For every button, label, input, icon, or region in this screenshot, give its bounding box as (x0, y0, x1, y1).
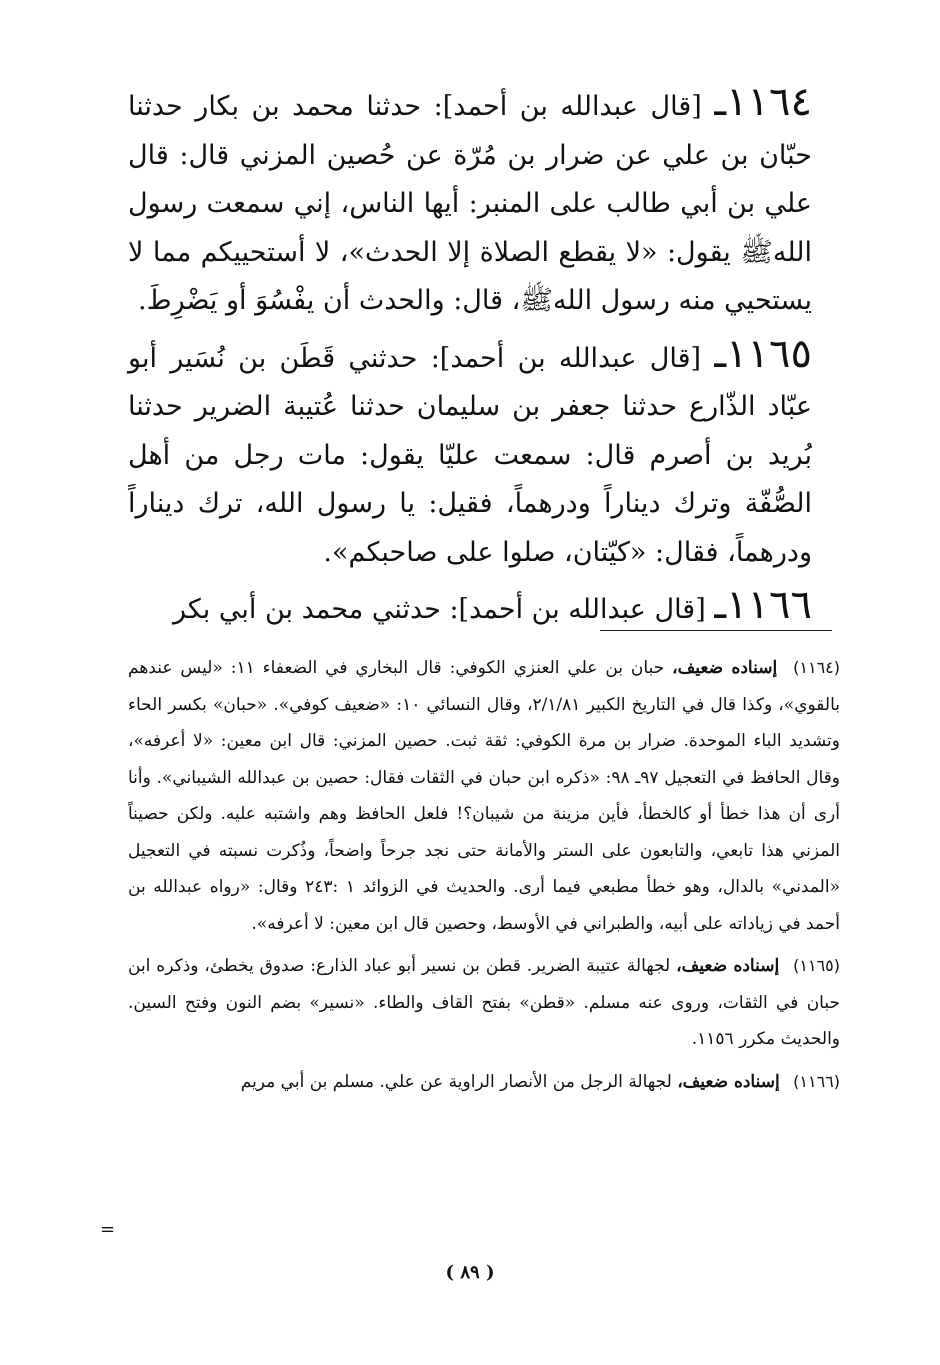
footnotes (128, 650, 840, 1106)
footnote-ref: (١١٦٦) (793, 1071, 840, 1091)
hadith-number: ١١٦٥ـ (714, 330, 812, 377)
footnote-grade: إسناده ضعيف، (676, 956, 780, 976)
hadith-number: ١١٦٦ـ (714, 582, 812, 628)
footnote-ref: (١١٦٤) (793, 658, 841, 677)
footnote-divider (600, 630, 832, 631)
page-number: ( ٨٩ ) (445, 1262, 495, 1283)
main-text (128, 78, 812, 639)
hadith-number: ١١٦٤ـ (714, 79, 812, 125)
hadith-text: [قال عبدالله بن أحمد]: حدثني قَطَن بن نُسَير أبو عبّاد الذّارع حدثنا جعفر بن سليمان حدثنا عُتيبة الضرير حدثنا بُريد بن أصرم قال: سمعت عليّا يقول: مات رجل من أهل الصُّفّة وترك ديناراً ودرهماً، فقيل: يا رسول الله، ترك ديناراً ودرهماً، فقال: «كيّتان، صلوا على صاحبكم». (128, 342, 812, 568)
footnote-grade: إسناده ضعيف، (672, 658, 778, 678)
footnote-text: لجهالة عتيبة الضرير. قطن بن نسير أبو عباد الذارع: صدوق يخطئ، وذكره ابن حبان في الثقات، وروى عنه مسلم. «قطن» بفتح القاف والطاء. «نسير» بضم النون وفتح السين. والحديث مكرر ١١٥٦. (128, 956, 840, 1049)
footnote-1164 (128, 650, 840, 942)
hadith-1166 (128, 581, 812, 635)
footnote-1166 (128, 1064, 840, 1101)
hadith-text: [قال عبدالله بن أحمد]: حدثني محمد بن أبي بكر (172, 594, 706, 625)
hadith-text: [قال عبدالله بن أحمد]: حدثنا محمد بن بكار حدثنا حبّان بن علي عن ضرار بن مُرّة عن حُصين المزني قال: قال علي بن أبي طالب على المنبر: أيها الناس، إني سمعت رسول اللهﷺ يقول: «لا يقطع الصلاة إلا الحدث»، لا أستحييكم مما لا يستحيي منه رسول اللهﷺ، قال: والحدث أن يفْسُوَ أو يَضْرِطَ. (128, 91, 812, 316)
footnote-text: لجهالة الرجل من الأنصار الراوية عن علي. مسلم بن أبي مريم (240, 1071, 672, 1092)
hadith-1164 (128, 78, 812, 326)
footnote-1165 (128, 948, 840, 1058)
footnote-ref: (١١٦٥) (793, 956, 841, 975)
continuation-mark: = (100, 1219, 116, 1240)
hadith-1165 (128, 330, 812, 578)
footnote-grade: إسناده ضعيف، (677, 1071, 780, 1092)
footnote-text: حبان بن علي العنزي الكوفي: قال البخاري في الضعفاء ١١: «ليس عندهم بالقوي»، وكذا قال في التاريخ الكبير ٢/١/٨١، وقال النسائي ١٠: «ضعيف كوفي». «حبان» بكسر الحاء وتشديد الباء الموحدة. ضرار بن مرة الكوفي: ثقة ثبت. حصين المزني: قال ابن معين: «لا أعرفه»، وقال الحافظ في التعجيل ٩٧ـ ٩٨: «ذكره ابن حبان في الثقات فقال: حصين بن عبدالله الشيباني». وأنا أرى أن هذا خطأ أو كالخطأ، فأين مزينة من شيبان؟! فلعل الحافظ وهم واشتبه عليه. ولكن حصيناً المزني هذا تابعي، والتابعون على الستر والأمانة حتى نجد جرحاً واضحاً، وذُكرت نسبته في التعجيل «المدني» بالدال، وهو خطأ مطبعي فيما أرى. والحديث في الزوائد ١ :٢٤٣ وقال: «رواه عبدالله بن أحمد في زياداته على أبيه، والطبراني في الأوسط، وحصين قال ابن معين: لا أعرفه». (128, 658, 840, 934)
